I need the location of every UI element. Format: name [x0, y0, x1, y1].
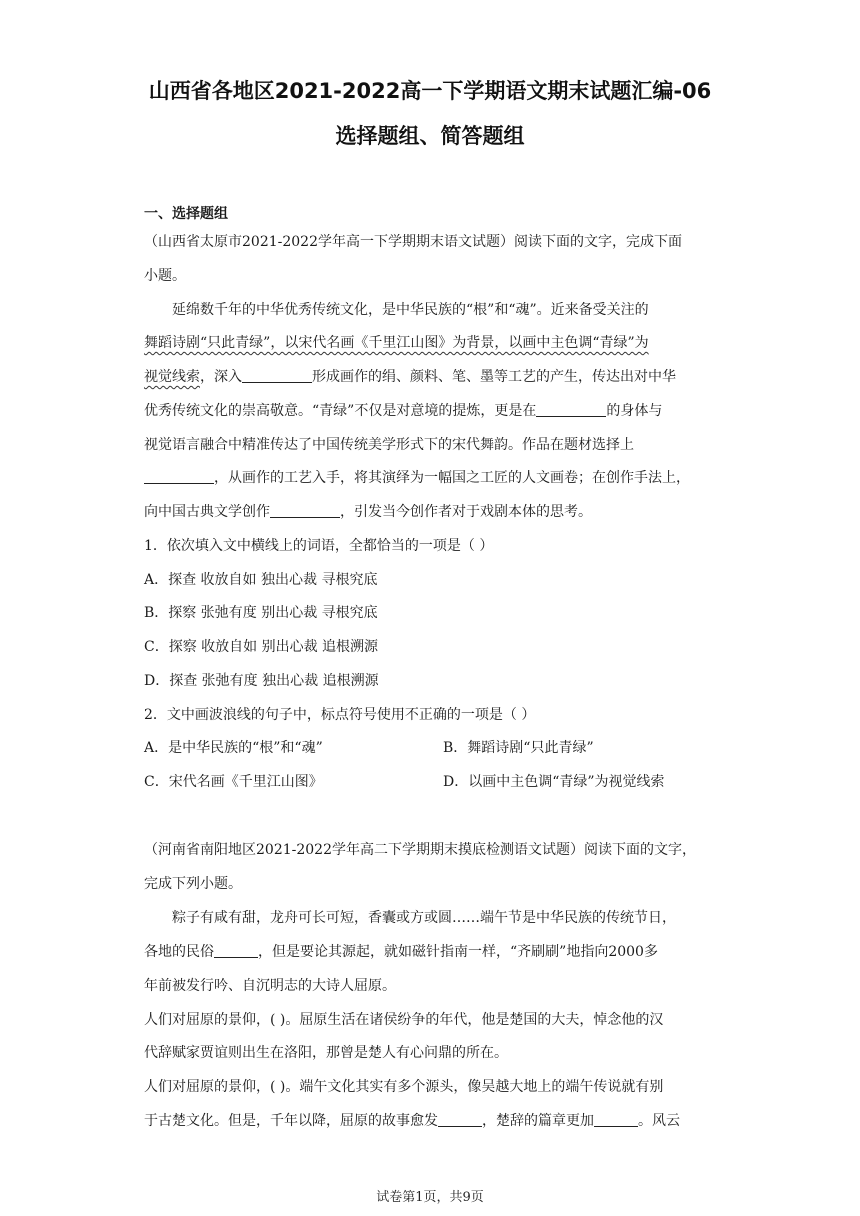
- blank-line: [144, 469, 214, 484]
- blank-line: [214, 943, 258, 958]
- passage1-source: （山西省太原市2021-2022学年高一下学期期末语文试题）阅读下面的文字，完成下面: [144, 234, 682, 250]
- blank-line: [242, 368, 312, 383]
- passage1-line: 视觉语言融合中精准传达了中国传统美学形式下的宋代舞韵。作品在题材选择上: [144, 437, 634, 453]
- passage-text: 向中国古典文学创作: [144, 504, 270, 520]
- passage-text: 于古楚文化。但是，千年以降，屈原的故事愈发: [144, 1113, 438, 1129]
- section-heading: 一、选择题组: [144, 206, 228, 222]
- passage2-line: 代辞赋家贾谊则出生在洛阳，那曾是楚人有心问鼎的所在。: [144, 1045, 508, 1061]
- question-1-stem: 1．依次填入文中横线上的词语，全都恰当的一项是（ ）: [144, 538, 494, 554]
- blank-line: [438, 1112, 482, 1127]
- passage1-line: [144, 502, 724, 522]
- passage-text: ，引发当今创作者对于戏剧本体的思考。: [340, 504, 592, 520]
- question-1-option-a: A．探查 收放自如 独出心裁 寻根究底: [144, 572, 378, 588]
- passage2-line: [144, 942, 724, 962]
- wavy-underlined-text: 舞蹈诗剧“只此青绿”，以宋代名画《千里江山图》为背景，以画中主色调“青绿”为: [144, 335, 649, 351]
- question-2-option-d: D．以画中主色调“青绿”为视觉线索: [443, 774, 665, 790]
- passage-text: ，但是要论其源起，就如磁针指南一样，“齐刷刷”地指向2000多: [258, 944, 658, 960]
- passage1-line: [144, 401, 724, 421]
- passage-text: ，深入: [200, 369, 242, 385]
- passage2-line: 年前被发行吟、自沉明志的大诗人屈原。: [144, 978, 396, 994]
- passage1-line: [144, 468, 724, 488]
- question-1-option-c: C．探察 收放自如 别出心裁 追根溯源: [144, 639, 379, 655]
- blank-line: [594, 1112, 638, 1127]
- passage-text: 。风云: [638, 1113, 680, 1129]
- wavy-underlined-text: 视觉线索: [144, 369, 200, 385]
- passage-text: ，从画作的工艺入手，将其演绎为一幅国之工匠的人文画卷；在创作手法上，: [214, 470, 690, 486]
- passage2-line: 人们对屈原的景仰，( )。端午文化其实有多个源头，像吴越大地上的端午传说就有别: [144, 1079, 664, 1095]
- passage1-line: [144, 333, 724, 353]
- passage-text: 延绵数千年的中华优秀传统文化，是中华民族的“根”和“魂”。近来备受关注的: [172, 302, 649, 318]
- passage1-line: [172, 300, 752, 320]
- question-1-option-d: D．探查 张弛有度 独出心裁 追根溯源: [144, 673, 379, 689]
- blank-line: [270, 503, 340, 518]
- passage1-line: [144, 367, 724, 387]
- passage2-source: （河南省南阳地区2021-2022学年高二下学期期末摸底检测语文试题）阅读下面的文字，: [144, 842, 696, 858]
- document-title-line-2: 选择题组、简答题组: [335, 124, 525, 148]
- passage2-line: 粽子有咸有甜，龙舟可长可短，香囊或方或圆……端午节是中华民族的传统节日，: [172, 910, 676, 926]
- passage-text: 的身体与: [606, 403, 663, 419]
- question-2-option-a: A．是中华民族的“根”和“魂”: [144, 740, 323, 756]
- passage2-line: [144, 1111, 724, 1131]
- blank-line: [536, 402, 606, 417]
- passage2-line: 人们对屈原的景仰，( )。屈原生活在诸侯纷争的年代，他是楚国的大夫，悼念他的汉: [144, 1012, 664, 1028]
- question-2-stem: 2．文中画波浪线的句子中，标点符号使用不正确的一项是（ ）: [144, 707, 536, 723]
- passage1-source-cont: 小题。: [144, 268, 186, 284]
- passage-text: ，楚辞的篇章更加: [482, 1113, 594, 1129]
- question-2-option-b: B．舞蹈诗剧“只此青绿”: [443, 740, 594, 756]
- passage-text: 各地的民俗: [144, 944, 214, 960]
- question-2-option-c: C．宋代名画《千里江山图》: [144, 774, 323, 790]
- question-1-option-b: B．探察 张弛有度 别出心裁 寻根究底: [144, 605, 378, 621]
- page-footer: 试卷第1页，共9页: [376, 1190, 484, 1205]
- passage-text: 形成画作的绢、颜料、笔、墨等工艺的产生，传达出对中华: [312, 369, 676, 385]
- passage2-source-cont: 完成下列小题。: [144, 876, 242, 892]
- document-title-line-1: 山西省各地区2021-2022高一下学期语文期末试题汇编-06: [148, 79, 712, 103]
- passage-text: 优秀传统文化的崇高敬意。“青绿”不仅是对意境的提炼，更是在: [144, 403, 537, 419]
